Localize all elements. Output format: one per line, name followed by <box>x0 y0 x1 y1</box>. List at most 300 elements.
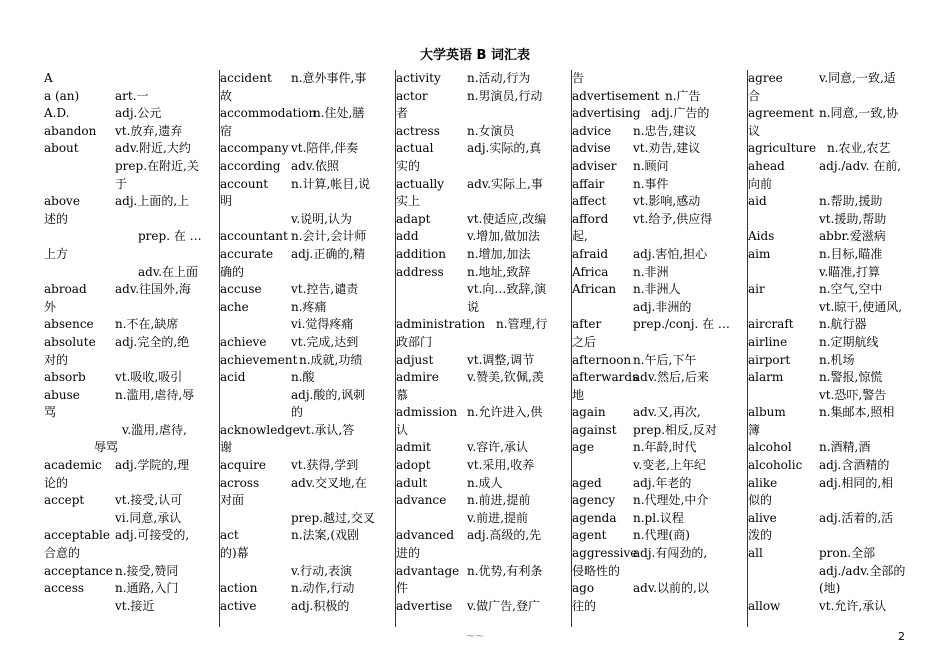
glossary-line <box>748 88 924 106</box>
headword: alcoholic <box>748 458 803 473</box>
headword: abandon <box>44 123 97 138</box>
definition: n.接受,赞同 <box>115 563 179 578</box>
headword: against <box>572 422 617 437</box>
glossary-line <box>396 387 571 405</box>
glossary-line <box>220 228 395 246</box>
headword: administration <box>396 317 486 332</box>
glossary-line <box>44 70 219 88</box>
headword: actually <box>396 176 445 191</box>
glossary-line <box>572 158 747 176</box>
definition: art.一 <box>115 88 149 103</box>
headword: above <box>44 194 80 209</box>
glossary-line <box>220 387 395 405</box>
glossary-line <box>220 527 395 545</box>
definition: adj.活着的,活 <box>819 510 894 525</box>
headword: affair <box>572 176 605 191</box>
glossary-line <box>220 140 395 158</box>
definition: 的 <box>291 405 304 420</box>
definition: adj.公元 <box>115 106 162 121</box>
headword: advantage <box>396 563 460 578</box>
glossary-line <box>572 510 747 528</box>
definition: n.通路,入门 <box>115 581 179 596</box>
glossary-line <box>396 527 571 545</box>
definition-continuation: 进的 <box>396 546 421 561</box>
headword: afternoon <box>572 352 632 367</box>
headword: album <box>748 405 786 420</box>
glossary-column-3 <box>396 70 572 627</box>
glossary-line <box>396 228 571 246</box>
definition-continuation: 向前 <box>748 176 773 191</box>
glossary-line <box>220 580 395 598</box>
glossary-line <box>572 211 747 229</box>
glossary-line <box>748 158 924 176</box>
definition: vt.控告,谴责 <box>291 282 359 297</box>
headword: adopt <box>396 458 431 473</box>
headword: accompany <box>220 141 289 156</box>
definition-continuation: 对面 <box>220 493 245 508</box>
headword: active <box>220 598 257 613</box>
definition-continuation: v.滥用,虐待, <box>122 422 187 437</box>
glossary-line <box>44 545 219 563</box>
headword: ago <box>572 581 595 596</box>
headword: account <box>220 176 269 191</box>
headword: adjust <box>396 352 434 367</box>
definition-continuation: 故 <box>220 88 233 103</box>
glossary-line <box>44 352 219 370</box>
glossary-line <box>748 457 924 475</box>
definition: n.成人 <box>467 475 503 490</box>
glossary-column-5 <box>748 70 924 627</box>
glossary-line <box>396 475 571 493</box>
glossary-line <box>220 422 395 440</box>
glossary-line <box>220 510 395 528</box>
definition-continuation: 骂 <box>44 405 57 420</box>
glossary-line <box>44 598 219 616</box>
headword: accountant <box>220 229 288 244</box>
definition-continuation: prep. 在 … <box>138 229 202 244</box>
definition: n.顾问 <box>633 158 669 173</box>
glossary-line <box>220 369 395 387</box>
definition: adj.相同的,相 <box>819 475 894 490</box>
definition: n.男演员,行动 <box>467 88 543 103</box>
definition: vt.援助,帮助 <box>819 211 887 226</box>
glossary-line <box>396 369 571 387</box>
headword: again <box>572 405 606 420</box>
glossary-column-1 <box>44 70 220 627</box>
headword: advanced <box>396 528 455 543</box>
glossary-line <box>748 246 924 264</box>
definition: adj.年老的 <box>633 475 692 490</box>
glossary-line <box>396 264 571 282</box>
glossary-line <box>44 580 219 598</box>
definition: adj.正确的,精 <box>291 246 366 261</box>
headword: advance <box>396 493 447 508</box>
definition: n.机场 <box>819 352 855 367</box>
glossary-line <box>396 545 571 563</box>
glossary-line <box>396 140 571 158</box>
glossary-line <box>748 105 924 123</box>
glossary-line <box>220 334 395 352</box>
headword: accident <box>220 71 272 85</box>
glossary-line <box>572 140 747 158</box>
headword: age <box>572 440 594 455</box>
headword: adapt <box>396 211 431 226</box>
headword: achieve <box>220 334 267 349</box>
definition: prep.在附近,关 <box>115 158 199 173</box>
headword: agenda <box>572 510 617 525</box>
definition: vt.向…致辞,演 <box>467 282 547 297</box>
glossary-line <box>44 334 219 352</box>
glossary-line <box>396 316 571 334</box>
glossary-line <box>572 563 747 581</box>
glossary-line <box>44 316 219 334</box>
glossary-line <box>396 492 571 510</box>
glossary-line <box>44 439 219 457</box>
definition: (地) <box>819 581 841 596</box>
headword: actress <box>396 123 440 138</box>
definition: n.住处,膳 <box>313 106 365 121</box>
definition: vt.允许,承认 <box>819 598 887 613</box>
glossary-line <box>572 88 747 106</box>
headword: Africa <box>572 264 609 279</box>
definition: prep.越过,交叉 <box>291 510 375 525</box>
footer-decoration: ~~ <box>465 629 485 642</box>
definition: adv.附近,大约 <box>115 141 191 156</box>
glossary-line <box>396 580 571 598</box>
glossary-line <box>220 158 395 176</box>
definition: n.地址,致辞 <box>467 264 531 279</box>
headword: according <box>220 158 281 173</box>
definition-continuation: 议 <box>748 123 761 138</box>
definition: vt.给予,供应得 <box>633 211 713 226</box>
headword: address <box>396 264 444 279</box>
definition-continuation: 起, <box>572 229 588 244</box>
definition-continuation: 之后 <box>572 334 597 349</box>
glossary-line <box>572 352 747 370</box>
glossary-line <box>396 299 571 317</box>
glossary-line <box>748 492 924 510</box>
glossary-line <box>220 123 395 141</box>
definition: prep.相反,反对 <box>633 422 717 437</box>
headword: accurate <box>220 246 274 261</box>
headword: alarm <box>748 370 784 385</box>
headword: absorb <box>44 370 86 385</box>
definition: adj.上面的,上 <box>115 194 190 209</box>
definition: n.同意,一致,协 <box>819 106 899 121</box>
glossary-line <box>572 369 747 387</box>
headword: absolute <box>44 334 96 349</box>
definition: adv.然后,后来 <box>633 370 709 385</box>
definition-continuation: 外 <box>44 299 57 314</box>
definition-continuation: 明 <box>220 194 233 209</box>
definition-continuation: 实上 <box>396 194 421 209</box>
definition: vt.承认,答 <box>299 422 355 437</box>
glossary-line <box>572 70 747 88</box>
glossary-line <box>572 475 747 493</box>
glossary-line <box>44 123 219 141</box>
definition: n.不在,缺席 <box>115 317 179 332</box>
definition: adj.高级的,先 <box>467 528 542 543</box>
glossary-line <box>396 211 571 229</box>
headword: aggressive <box>572 546 638 561</box>
definition: n.法案,(戏剧 <box>291 528 360 543</box>
definition: vt.吸收,吸引 <box>115 370 183 385</box>
definition: vi.觉得疼痛 <box>291 317 354 332</box>
glossary-line <box>572 299 747 317</box>
headword: actual <box>396 141 434 156</box>
page-title: 大学英语 B 词汇表 <box>420 48 530 63</box>
definition: adj.害怕,担心 <box>633 246 708 261</box>
glossary-line <box>44 404 219 422</box>
glossary-line <box>220 105 395 123</box>
definition: vt.晾干,使通风, <box>819 299 903 314</box>
definition-continuation: 件 <box>396 581 409 596</box>
glossary-line <box>396 598 571 616</box>
definition: adv.往国外,海 <box>115 282 191 297</box>
glossary-line <box>748 598 924 616</box>
definition: n.成就,功绩 <box>299 352 363 367</box>
definition: n.酸 <box>291 370 315 385</box>
glossary-line <box>748 545 924 563</box>
headword: advertising <box>572 106 641 121</box>
definition: n.目标,瞄准 <box>819 246 883 261</box>
page-number: 2 <box>898 630 905 643</box>
headword: aim <box>748 246 771 261</box>
definition-continuation: 实的 <box>396 158 421 173</box>
headword: acceptance <box>44 563 113 578</box>
glossary-line <box>220 264 395 282</box>
glossary-line <box>220 193 395 211</box>
glossary-line <box>396 123 571 141</box>
headword: all <box>748 546 763 561</box>
definition: n.优势,有利条 <box>467 563 543 578</box>
definition: adj.完全的,绝 <box>115 334 190 349</box>
headword: admit <box>396 440 431 455</box>
definition-continuation: 论的 <box>44 475 69 490</box>
definition: vi.同意,承认 <box>115 510 182 525</box>
definition-continuation: 者 <box>396 106 409 121</box>
definition-continuation: 往的 <box>572 598 597 613</box>
glossary-line <box>748 352 924 370</box>
definition: vt.完成,达到 <box>291 334 359 349</box>
headword: air <box>748 282 765 297</box>
glossary-line <box>748 334 924 352</box>
glossary-line <box>220 70 395 88</box>
glossary-line <box>748 475 924 493</box>
headword: accept <box>44 493 85 508</box>
headword: addition <box>396 246 446 261</box>
definition: adj.非洲的 <box>633 299 692 314</box>
glossary-line <box>44 228 219 246</box>
headword: accuse <box>220 282 262 297</box>
glossary-line <box>220 88 395 106</box>
glossary-line <box>748 439 924 457</box>
glossary-line <box>44 193 219 211</box>
definition: v.变老,上年纪 <box>633 458 706 473</box>
definition: n.广告 <box>665 88 701 103</box>
definition: vt.陪伴,伴奏 <box>291 141 359 156</box>
definition-continuation: 辱骂 <box>94 440 119 455</box>
definition-continuation: 述的 <box>44 211 69 226</box>
definition: n.会计,会计师 <box>291 229 367 244</box>
headword: Aids <box>748 229 775 244</box>
definition: vt.恐吓,警告 <box>819 387 887 402</box>
glossary-line <box>572 422 747 440</box>
glossary-line <box>44 140 219 158</box>
definition: adv.又,再次, <box>633 405 701 420</box>
headword: A.D. <box>44 106 70 121</box>
headword: acknowledge <box>220 422 300 437</box>
definition: adj.学院的,理 <box>115 458 190 473</box>
definition: n.代理(商) <box>633 528 690 543</box>
headword: A <box>44 71 53 85</box>
glossary-line <box>748 264 924 282</box>
headword: aged <box>572 475 602 490</box>
definition: n.农业,农艺 <box>827 141 891 156</box>
glossary-line <box>748 563 924 581</box>
glossary-line <box>220 176 395 194</box>
headword: agree <box>748 71 783 85</box>
definition: adj.积极的 <box>291 598 350 613</box>
headword: afford <box>572 211 609 226</box>
headword: afterwards <box>572 370 639 385</box>
definition-continuation: 地 <box>572 387 585 402</box>
definition: n.代理处,中介 <box>633 493 709 508</box>
glossary-line <box>396 193 571 211</box>
definition: n.酒精,酒 <box>819 440 871 455</box>
glossary-line <box>220 404 395 422</box>
headword: agent <box>572 528 607 543</box>
definition: vt.劝告,建议 <box>633 141 701 156</box>
glossary-line <box>44 105 219 123</box>
glossary-line <box>748 510 924 528</box>
headword: activity <box>396 71 441 85</box>
glossary-line <box>220 598 395 616</box>
glossary-line <box>44 299 219 317</box>
headword: advice <box>572 123 612 138</box>
definition: vt.调整,调节 <box>467 352 535 367</box>
definition: adj./adv. 在前, <box>819 158 902 173</box>
definition-continuation: 的)幕 <box>220 546 249 561</box>
headword: alike <box>748 475 778 490</box>
definition-continuation: 告 <box>572 71 585 85</box>
definition: adv.以前的,以 <box>633 581 709 596</box>
glossary-line <box>44 211 219 229</box>
definition: 于 <box>115 176 128 191</box>
headword: a (an) <box>44 88 80 103</box>
definition: vt.放弃,遗弃 <box>115 123 183 138</box>
glossary-line <box>572 492 747 510</box>
headword: adult <box>396 475 428 490</box>
definition: v.行动,表演 <box>291 563 352 578</box>
glossary-line <box>396 510 571 528</box>
definition: n.管理,行 <box>496 317 548 332</box>
glossary-line <box>396 246 571 264</box>
definition: n.滥用,虐待,辱 <box>115 387 195 402</box>
definition-continuation: adv.在上面 <box>138 264 199 279</box>
definition: v.做广告,登广 <box>467 598 540 613</box>
glossary-line <box>572 176 747 194</box>
headword: absence <box>44 317 94 332</box>
glossary-line <box>748 527 924 545</box>
glossary-line <box>44 281 219 299</box>
headword: ahead <box>748 158 785 173</box>
headword: across <box>220 475 260 490</box>
definition: n.年龄,时代 <box>633 440 697 455</box>
headword: adviser <box>572 158 617 173</box>
headword: ache <box>220 299 249 314</box>
definition: adv.实际上,事 <box>467 176 543 191</box>
glossary-line <box>396 70 571 88</box>
glossary-line <box>748 281 924 299</box>
headword: allow <box>748 598 781 613</box>
definition-continuation: 似的 <box>748 493 773 508</box>
definition: v.说明,认为 <box>291 211 352 226</box>
headword: airport <box>748 352 791 367</box>
glossary-line <box>572 246 747 264</box>
glossary-line <box>748 404 924 422</box>
glossary-line <box>572 123 747 141</box>
glossary-line <box>396 88 571 106</box>
glossary-line <box>396 422 571 440</box>
definition: n.疼痛 <box>291 299 327 314</box>
definition-continuation: 宿 <box>220 123 233 138</box>
glossary-line <box>572 281 747 299</box>
glossary-line <box>396 563 571 581</box>
definition: adj.酸的,讽刺 <box>291 387 366 402</box>
glossary-line <box>396 105 571 123</box>
definition-continuation: 合 <box>748 88 761 103</box>
glossary-line <box>748 316 924 334</box>
glossary-line <box>220 439 395 457</box>
headword: acid <box>220 370 246 385</box>
headword: African <box>572 282 617 297</box>
definition: n.增加,加法 <box>467 246 531 261</box>
glossary-line <box>220 211 395 229</box>
headword: achievement <box>220 352 298 367</box>
glossary-line <box>44 246 219 264</box>
glossary-line <box>572 387 747 405</box>
glossary-line <box>572 457 747 475</box>
glossary-line <box>44 527 219 545</box>
definition: n.女演员 <box>467 123 515 138</box>
headword: advertisement <box>572 88 660 103</box>
definition: adj.有闯劲的, <box>633 546 708 561</box>
glossary-line <box>748 176 924 194</box>
definition: adv.依照 <box>291 158 340 173</box>
headword: abroad <box>44 282 87 297</box>
headword: academic <box>44 458 102 473</box>
glossary-line <box>44 510 219 528</box>
definition: v.容许,承认 <box>467 440 528 455</box>
definition: prep./conj. 在 … <box>633 317 730 332</box>
glossary-line <box>748 387 924 405</box>
glossary-line <box>220 299 395 317</box>
definition-continuation: 认 <box>396 422 409 437</box>
glossary-line <box>220 457 395 475</box>
headword: action <box>220 581 258 596</box>
headword: access <box>44 581 85 596</box>
definition: vt.接近 <box>115 598 155 613</box>
glossary-line <box>396 439 571 457</box>
headword: alive <box>748 510 777 525</box>
glossary-line <box>748 123 924 141</box>
glossary-line <box>748 299 924 317</box>
glossary-line <box>44 475 219 493</box>
definition-continuation: 政部门 <box>396 334 433 349</box>
glossary-line <box>572 228 747 246</box>
definition: n.空气,空中 <box>819 282 883 297</box>
